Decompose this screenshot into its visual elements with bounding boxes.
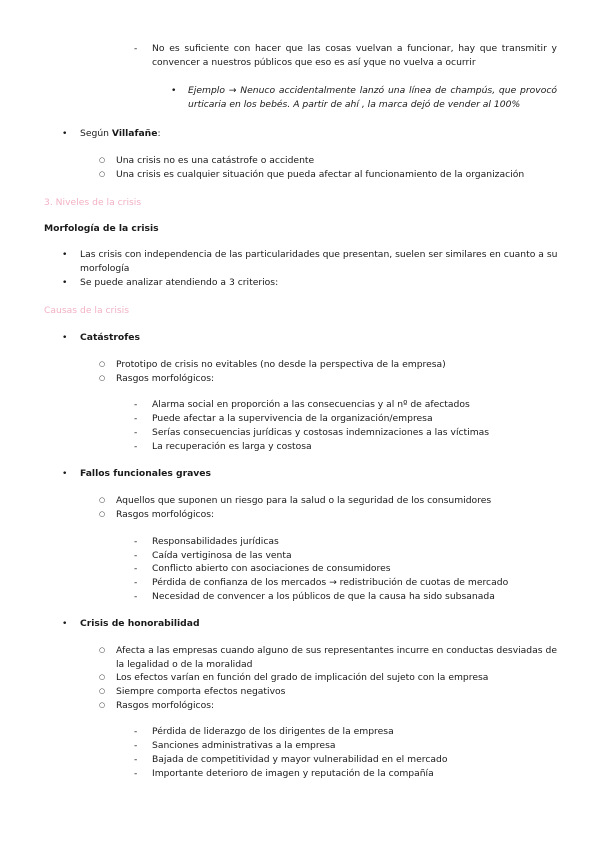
list-item: Los efectos varían en función del grado de implicación del sujeto con la empresa <box>116 672 489 683</box>
dash-marker: - <box>134 768 138 779</box>
circle-bullet: ○ <box>99 646 106 654</box>
bullet-dot: • <box>171 85 177 96</box>
circle-bullet: ○ <box>99 687 106 695</box>
villafane-line <box>80 127 161 141</box>
dash-marker: - <box>134 577 138 588</box>
morfologia-text-line: morfología <box>80 263 130 274</box>
fallos-title: Fallos funcionales graves <box>80 468 211 479</box>
list-item: Una crisis no es una catástrofe o accidente <box>116 155 315 166</box>
dash-marker: - <box>134 726 138 737</box>
rasgo-item: Pérdida de liderazgo de los dirigentes de la empresa <box>152 726 394 737</box>
rasgo-item: Caída vertiginosa de las venta <box>152 550 292 561</box>
villafane-suffix: : <box>157 128 161 139</box>
causas-heading: Causas de la crisis <box>44 305 130 316</box>
example-text-line: urticaria en los bebés. A partir de ahí , la marca dejó de vender al 100% <box>188 99 521 110</box>
dash-marker: - <box>134 441 138 452</box>
honorabilidad-text-line: Afecta a las empresas cuando alguno de sus representantes incurre en conductas desviadas de <box>116 645 557 656</box>
circle-bullet: ○ <box>99 701 106 709</box>
bullet-dot: • <box>62 332 68 343</box>
dash-marker: - <box>134 754 138 765</box>
morfologia-text-line: Las crisis con independencia de las particularidades que presentan, suelen ser similares en cuanto a su <box>80 249 558 260</box>
rasgo-item: Pérdida de confianza de los mercados → redistribución de cuotas de mercado <box>152 577 509 588</box>
circle-bullet: ○ <box>99 496 106 504</box>
list-item: Prototipo de crisis no evitables (no desde la perspectiva de la empresa) <box>116 359 446 370</box>
list-item: Rasgos morfológicos: <box>116 373 215 384</box>
dash-marker: - <box>134 427 138 438</box>
circle-bullet: ○ <box>99 156 106 164</box>
rasgo-item: Alarma social en proporción a las consecuencias y al nº de afectados <box>152 399 470 410</box>
rasgo-item: Sanciones administrativas a la empresa <box>152 740 336 751</box>
dash-marker: - <box>134 591 138 602</box>
dash-text-line: No es suficiente con hacer que las cosas vuelvan a funcionar, hay que transmitir y <box>152 43 557 54</box>
bullet-dot: • <box>62 618 68 629</box>
rasgo-item: La recuperación es larga y costosa <box>152 441 312 452</box>
circle-bullet: ○ <box>99 374 106 382</box>
morfologia-title: Morfología de la crisis <box>44 223 159 234</box>
circle-bullet: ○ <box>99 360 106 368</box>
rasgo-item: Necesidad de convencer a los públicos de que la causa ha sido subsanada <box>152 591 495 602</box>
rasgo-item: Bajada de competitividad y mayor vulnerabilidad en el mercado <box>152 754 448 765</box>
dash-marker: - <box>134 563 138 574</box>
dash-text-line: convencer a nuestros públicos que eso es así yque no vuelva a ocurrir <box>152 57 476 68</box>
honorabilidad-title: Crisis de honorabilidad <box>80 618 200 629</box>
bullet-dot: • <box>62 277 68 288</box>
dash-marker: - <box>134 740 138 751</box>
list-item: Una crisis es cualquier situación que pueda afectar al funcionamiento de la organización <box>116 169 525 180</box>
dash-marker: - <box>134 536 138 547</box>
rasgo-item: Importante deterioro de imagen y reputación de la compañía <box>152 768 434 779</box>
villafane-name: Villafañe <box>111 128 158 139</box>
rasgo-item: Responsabilidades jurídicas <box>152 536 279 547</box>
example-text-line: Ejemplo → Nenuco accidentalmente lanzó una línea de champús, que provocó <box>188 85 557 96</box>
list-item: Rasgos morfológicos: <box>116 509 215 520</box>
villafane-prefix: Según <box>80 128 112 139</box>
rasgo-item: Serías consecuencias jurídicas y costosas indemnizaciones a las víctimas <box>152 427 490 438</box>
dash-marker: - <box>134 413 138 424</box>
rasgo-item: Puede afectar a la supervivencia de la organización/empresa <box>152 413 433 424</box>
circle-bullet: ○ <box>99 510 106 518</box>
list-item: Rasgos morfológicos: <box>116 700 215 711</box>
list-item: Aquellos que suponen un riesgo para la salud o la seguridad de los consumidores <box>116 495 492 506</box>
list-item: Siempre comporta efectos negativos <box>116 686 286 697</box>
bullet-dot: • <box>62 128 68 139</box>
circle-bullet: ○ <box>99 673 106 681</box>
rasgo-item: Conflicto abierto con asociaciones de consumidores <box>152 563 391 574</box>
bullet-dot: • <box>62 249 68 260</box>
circle-bullet: ○ <box>99 170 106 178</box>
dash-marker: - <box>134 550 138 561</box>
honorabilidad-text-line: la legalidad o de la moralidad <box>116 659 253 670</box>
section-heading: 3. Niveles de la crisis <box>44 197 142 208</box>
morfologia-text-line: Se puede analizar atendiendo a 3 criterios: <box>80 277 279 288</box>
dash-marker: - <box>134 43 138 54</box>
bullet-dot: • <box>62 468 68 479</box>
catastrofes-title: Catástrofes <box>80 332 140 343</box>
dash-marker: - <box>134 399 138 410</box>
